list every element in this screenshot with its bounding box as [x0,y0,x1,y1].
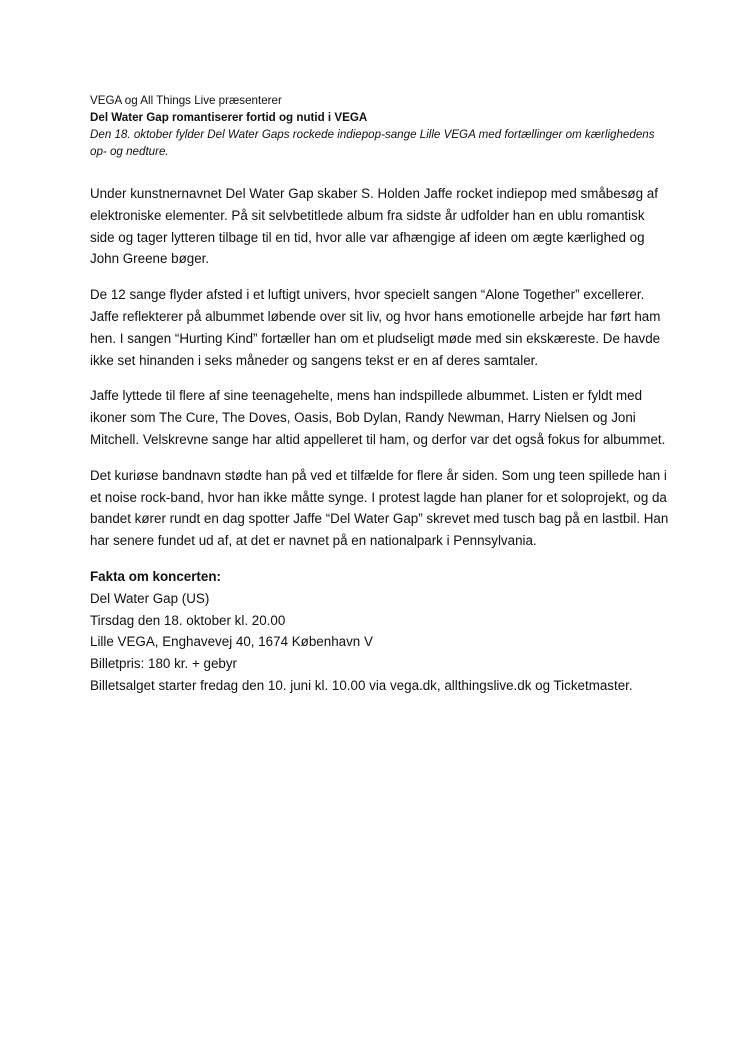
facts-ticket-sale: Billetsalget starter fredag den 10. juni kl. 10.00 via vega.dk, allthingslive.dk og Ticketmaster. [90,677,633,693]
paragraph-1: Under kunstnernavnet Del Water Gap skaber S. Holden Jaffe rocket indiepop med småbesøg af elektroniske elementer. På sit selvbetitlede album fra sidste år udfolder han en ublu romantisk side og tager lytteren tilbage til en tid, hvor alle var afhængige af ideen om ægte kærlighed og John Greene bøger. [90,186,658,267]
headline: Del Water Gap romantiserer fortid og nutid i VEGA [90,111,368,124]
paragraph-2: De 12 sange flyder afsted i et luftigt univers, hvor specielt sangen “Alone Together” excellerer. Jaffe reflekterer på albummet løbende over sit liv, og hvor hans emotionelle arbejde har ført ham hen. I sangen “Hurting Kind” fortæller han om et pludseligt møde med sin ekskæreste. De havde ikke set hinanden i seks måneder og sangens tekst er en af deres samtaler. [90,287,661,368]
subheadline: Den 18. oktober fylder Del Water Gaps rockede indiepop-sange Lille VEGA med fortællinger om kærlighedens op- og nedture. [90,128,655,158]
concert-facts [90,566,670,697]
facts-price: Billetpris: 180 kr. + gebyr [90,656,237,672]
facts-venue: Lille VEGA, Enghavevej 40, 1674 København V [90,634,373,650]
press-release-header [90,92,670,160]
presenter-line: VEGA og All Things Live præsenterer [90,94,282,107]
press-release-page [90,92,670,697]
facts-date: Tirsdag den 18. oktober kl. 20.00 [90,612,286,628]
facts-artist: Del Water Gap (US) [90,590,210,606]
article-body [90,183,670,552]
paragraph-4: Det kuriøse bandnavn stødte han på ved et tilfælde for flere år siden. Som ung teen spillede han i et noise rock-band, hvor han ikke måtte synge. I protest lagde han planer for et soloprojekt, og da bandet kører rundt en dag spotter Jaffe “Del Water Gap” skrevet med tusch bag på en lastbil. Han har senere fundet ud af, at det er navnet på en nationalpark i Pennsylvania. [90,467,669,549]
facts-heading: Fakta om koncerten: [90,568,221,584]
paragraph-3: Jaffe lyttede til flere af sine teenagehelte, mens han indspillede albummet. Listen er fyldt med ikoner som The Cure, The Doves, Oasis, Bob Dylan, Randy Newman, Harry Nielsen og Joni Mitchell. Velskrevne sange har altid appelleret til ham, og derfor var det også fokus for albummet. [90,388,666,447]
